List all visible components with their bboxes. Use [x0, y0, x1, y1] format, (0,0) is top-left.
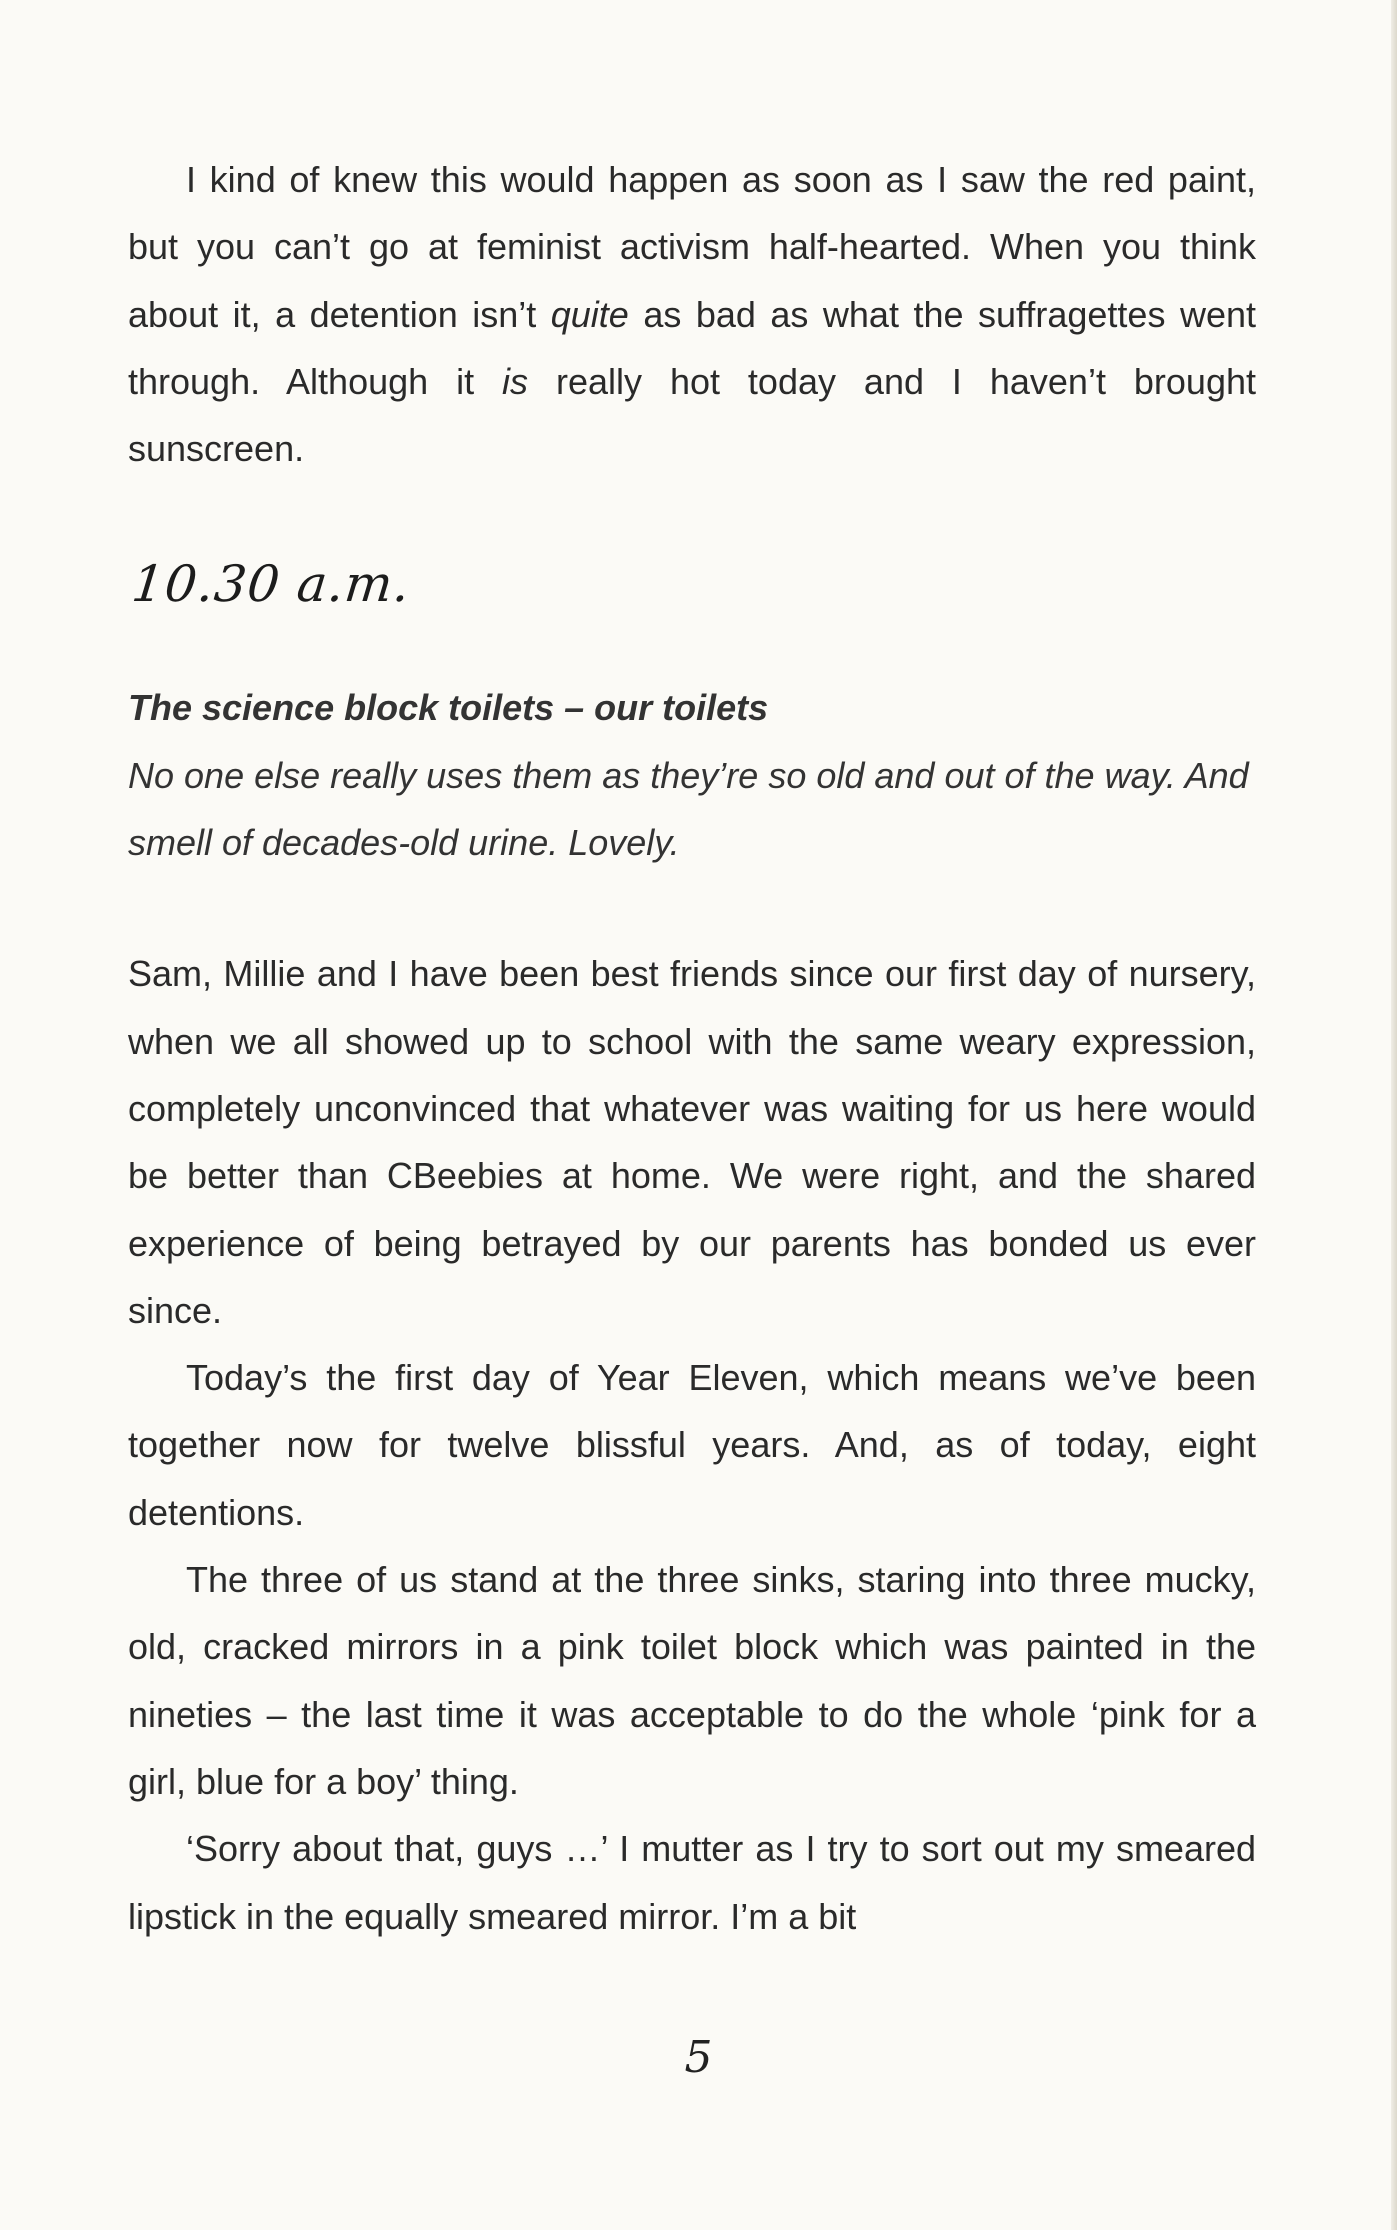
- page-number: 5: [684, 2032, 713, 2083]
- opening-paragraph: [128, 146, 1256, 482]
- body-paragraphs: [128, 940, 1256, 1949]
- paragraph-3: The three of us stand at the three sinks, staring into three mucky, old, cracked mirrors in a pink toilet block which was painted in the nineties – the last time it was acceptable to do the whole ‘pink for a girl, blue for a boy’ thing.: [128, 1559, 1256, 1802]
- paragraph-1: Sam, Millie and I have been best friends since our first day of nursery, when we all showed up to school with the same weary expression, completely unconvinced that whatever was waiting for us here would be better than CBeebies at home. We were right, and the shared experience of being betrayed by our parents has bonded us ever since.: [128, 953, 1256, 1331]
- location-description: No one else really uses them as they’re so old and out of the way. And smell of decades-old urine. Lovely.: [128, 754, 1249, 864]
- page-edge: [1391, 0, 1397, 2230]
- opening-text-3: really hot today and I haven’t brought sunscreen.: [128, 360, 1256, 470]
- location-block: [128, 674, 1256, 876]
- opening-text-1: I kind of knew this would happen as soon as I saw the red paint, but you can’t go at feminist activism half-hearted. When you think about it, a detention isn’t: [128, 159, 1256, 335]
- location-title: The science block toilets – our toilets: [128, 687, 769, 729]
- opening-text-2: as bad as what the suffragettes went through. Although it: [128, 293, 1256, 402]
- paragraph-4: ‘Sorry about that, guys …’ I mutter as I try to sort out my smeared lipstick in the equally smeared mirror. I’m a bit: [128, 1828, 1256, 1937]
- paragraph-2: Today’s the first day of Year Eleven, which means we’ve been together now for twelve blissful years. And, as of today, eight detentions.: [128, 1357, 1256, 1533]
- page-content: [128, 146, 1256, 1950]
- time-heading: 10.30 a.m.: [129, 555, 414, 614]
- opening-emphasis-1: quite: [550, 293, 629, 335]
- opening-emphasis-2: is: [502, 360, 529, 402]
